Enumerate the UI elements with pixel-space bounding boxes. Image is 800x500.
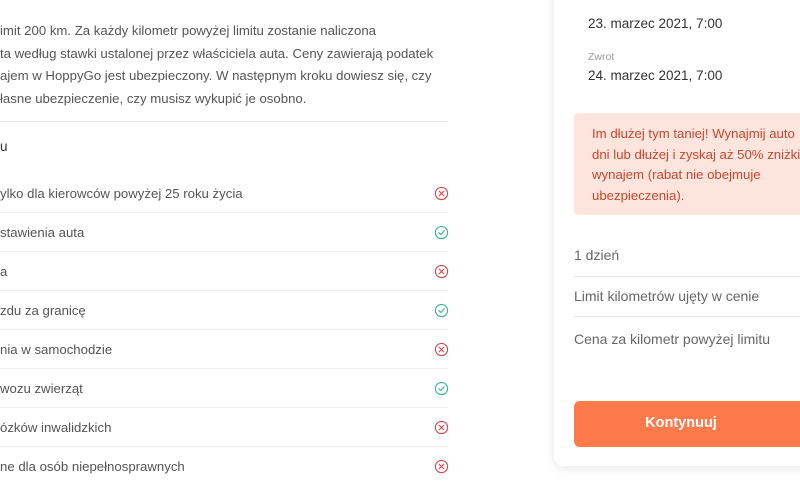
pickup-date: 23. marzec 2021, 7:00 [588, 16, 723, 31]
description-line: łasne ubezpieczenie, czy musisz wykupić je osobno. [0, 90, 307, 106]
rule-label: ózków inwalidzkich [0, 420, 112, 435]
rule-row [0, 330, 448, 369]
km-limit-info: Limit kilometrów ujęty w cenie [574, 288, 760, 304]
rule-row [0, 291, 448, 330]
check-circle-icon [434, 225, 449, 240]
check-circle-icon [434, 303, 449, 318]
rental-description [0, 20, 460, 110]
price-per-km-info: Cena za kilometr powyżej limitu [574, 331, 771, 347]
divider [574, 276, 800, 277]
rule-row [0, 369, 448, 408]
rules-heading: u [0, 139, 8, 154]
rule-label: zdu za granicę [0, 303, 86, 318]
rule-label: wozu zwierząt [0, 381, 83, 396]
check-circle-icon [434, 381, 449, 396]
continue-button[interactable] [574, 401, 800, 447]
description-line: ajem w HoppyGo jest ubezpieczony. W następnym kroku dowiesz się, czy [0, 68, 432, 83]
rule-label: stawienia auta [0, 225, 85, 240]
rule-row [0, 408, 448, 447]
rule-row [0, 213, 448, 252]
divider [574, 316, 800, 317]
return-date: 24. marzec 2021, 7:00 [588, 68, 723, 83]
divider [0, 121, 448, 122]
rules-list [0, 174, 460, 486]
rule-label: nia w samochodzie [0, 342, 113, 357]
x-circle-icon [434, 342, 449, 357]
x-circle-icon [434, 459, 449, 474]
rule-label: a [0, 264, 8, 279]
rule-row [0, 252, 448, 291]
promo-text: Im dłużej tym taniej! Wynajmij auto dni lub dłużej i zyskaj aż 50% zniżki wynajem (rabat nie obejmuje ubezpieczenia). [592, 126, 800, 203]
description-line: ta według stawki ustalonej przez właściciela auta. Ceny zawierają podatek [0, 45, 434, 61]
rule-row [0, 447, 448, 486]
rental-duration: 1 dzień [574, 247, 620, 263]
rule-row [0, 174, 448, 213]
description-line: imit 200 km. Za każdy kilometr powyżej limitu zostanie naliczona [0, 23, 376, 38]
rule-label: ylko dla kierowców powyżej 25 roku życia [0, 186, 243, 201]
return-label: Zwrot [588, 51, 615, 63]
x-circle-icon [434, 420, 449, 435]
continue-button-label: Kontynuuj [645, 415, 717, 431]
promo-banner [574, 113, 800, 215]
rule-label: ne dla osób niepełnosprawnych [0, 459, 185, 474]
x-circle-icon [434, 264, 449, 279]
x-circle-icon [434, 186, 449, 201]
